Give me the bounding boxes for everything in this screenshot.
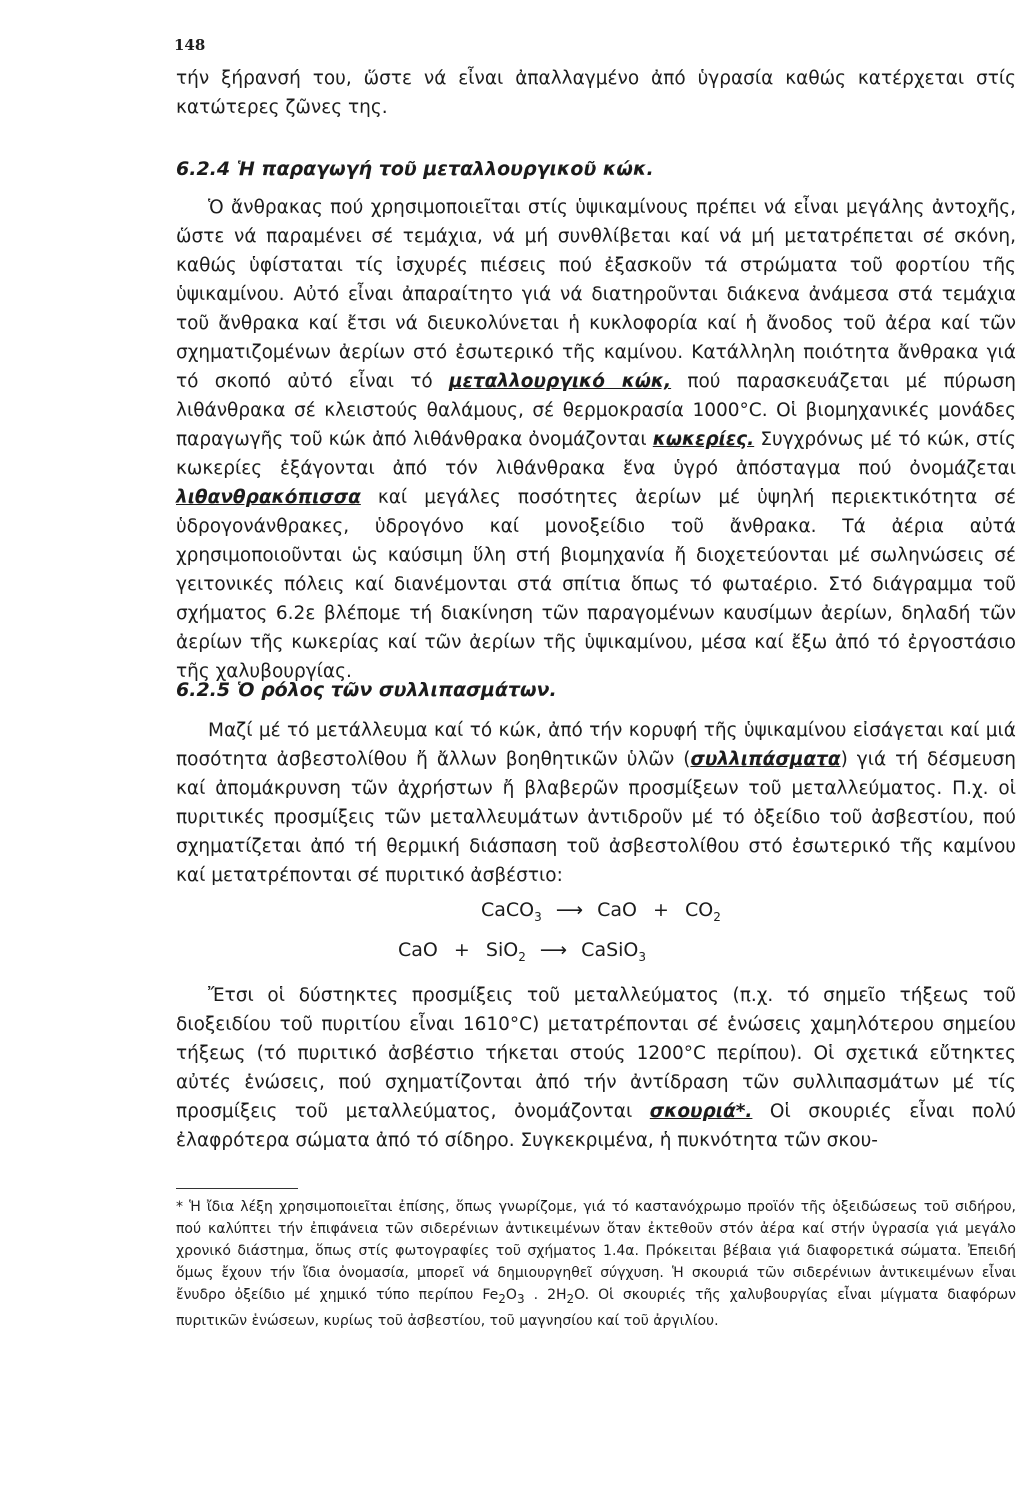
- section-number: 6.2.4: [176, 158, 231, 180]
- reaction-arrow: ⟶: [539, 939, 568, 961]
- section-number: 6.2.5: [176, 679, 231, 701]
- subscript: 3: [638, 949, 647, 964]
- text-run: O. Οἱ σκουριές τῆς χαλυβουργίας εἶναι μίγματα διαφόρων πυριτικῶν ἑνώσεων, κυρίως τοῦ ἀσβεστίου, τοῦ μαγνησίου καί τοῦ ἀργιλίου.: [176, 1287, 1016, 1329]
- text-run: Ἔτσι οἱ δύστηκτες προσμίξεις τοῦ μεταλλεύματος (π.χ. τό σημεῖο τήξεως τοῦ διοξειδίου τοῦ πυριτίου εἶναι 1610°C) μετατρέπονται σέ ἑνώσεις χαμηλότερου σημείου τήξεως (τό πυριτικό ἀσβέστιο τήκεται στούς 1200°C περίπου). Οἱ σχετικά εὔτηκτες αὐτές ἑνώσεις, πού σχηματίζονται ἀπό τήν ἀντίδραση τῶν συλλιπασμάτων μέ τίς προσμίξεις τοῦ μεταλλεύματος, ὀνομάζονται: [176, 985, 1016, 1122]
- paragraph-fluxes: [176, 716, 1016, 890]
- page-number: 148: [174, 36, 206, 54]
- equation-calcination: [481, 899, 721, 924]
- section-title: Ἡ παραγωγή τοῦ μεταλλουργικοῦ κώκ.: [236, 158, 654, 180]
- text-run: Συγχρόνως μέ τό κώκ, στίς κωκερίες ἐξάγονται ἀπό τόν λιθάνθρακα ἕνα ὑγρό ἀπόσταγμα πού ὀνομάζεται: [176, 429, 1016, 479]
- formula: CO: [685, 899, 714, 921]
- formula: SiO: [485, 939, 519, 961]
- section-title: Ὁ ρόλος τῶν συλλιπασμάτων.: [236, 679, 557, 701]
- text-run: πού παρασκευάζεται μέ πύρωση λιθάνθρακα σέ κλειστούς θαλάμους, σέ θερμοκρασία 1000°C. Οἱ βιομηχανικές μονάδες παραγωγῆς τοῦ κώκ ἀπό λιθάνθρακα ὀνομάζονται: [176, 371, 1016, 450]
- term-slag: σκουριά*.: [649, 1101, 753, 1122]
- subscript: 3: [534, 909, 542, 924]
- text-run: . 2H: [524, 1287, 567, 1303]
- reaction-arrow: ⟶: [555, 899, 584, 921]
- text-run: Μαζί μέ τό μετάλλευμα καί τό κώκ, ἀπό τήν κορυφή τῆς ὑψικαμίνου εἰσάγεται καί μιά ποσότητα ἀσβεστολίθου ἤ ἄλλων βοηθητικῶν ὑλῶν (: [176, 720, 1016, 770]
- subscript: 2: [518, 949, 526, 964]
- text-run: Ὁ ἄνθρακας πού χρησιμοποιεῖται στίς ὑψικαμίνους πρέπει νά εἶναι μεγάλης ἀντοχῆς, ὥστε νά παραμένει σέ τεμάχια, νά μή συνθλίβεται καί νά μή μετατρέπεται σέ σκόνη, καθώς ὑφίσταται τίς ἰσχυρές πιέσεις πού ἐξασκοῦν τά στρώματα τοῦ φορτίου τῆς ὑψικαμίνου. Αὐτό εἶναι ἀπαραίτητο γιά νά διατηροῦνται διάκενα ἀνάμεσα στά τεμάχια τοῦ ἄνθρακα καί ἔτσι νά διευκολύνεται ἡ κυκλοφορία καί ἡ ἄνοδος τοῦ ἀέρα καί τῶν σχηματιζομένων ἀερίων στό ἐσωτερικό τῆς καμίνου. Κατάλληλη ποιότητα ἄνθρακα γιά τό σκοπό αὐτό εἶναι τό: [176, 197, 1016, 392]
- formula: CaO: [398, 939, 438, 961]
- paragraph-drying: τήν ξήρανσή του, ὥστε νά εἶναι ἀπαλλαγμένο ἀπό ὑγρασία καθώς κατέρχεται στίς κατώτερες ζῶνες της.: [176, 68, 1016, 118]
- term-metallurgical-coke: μεταλλουργικό κώκ,: [448, 371, 672, 392]
- formula: CaCO: [481, 899, 535, 921]
- subscript: 2: [498, 1291, 506, 1306]
- text-run: Οἱ σκουριές εἶναι πολύ ἐλαφρότερα σώματα ἀπό τό σίδηρο. Συγκεκριμένα, ἡ πυκνότητα τῶν σκου-: [176, 1101, 1017, 1151]
- text-run: καί μεγάλες ποσότητες ἀερίων μέ ὑψηλή περιεκτικότητα σέ ὑδρογονάνθρακες, ὑδρογόνο καί μονοξείδιο τοῦ ἄνθρακα. Τά ἀέρια αὐτά χρησιμοποιοῦνται ὡς καύσιμη ὕλη στή βιομηχανία ἤ διοχετεύονται μέ σωληνώσεις σέ γειτονικές πόλεις καί διανέμονται στά σπίτια ὅπως τό φωταέριο. Στό διάγραμμα τοῦ σχήματος 6.2ε βλέπομε τή διακίνηση τῶν παραγομένων καυσίμων ἀερίων, δηλαδή τῶν ἀερίων τῆς κωκερίας καί τῶν ἀερίων τῆς ὑψικαμίνου, μέσα καί ἔξω ἀπό τό ἐργοστάσιο τῆς χαλυβουργίας.: [176, 487, 1016, 682]
- equation-silicate: [398, 939, 646, 964]
- term-coke-ovens: κωκερίες.: [652, 429, 755, 450]
- text-run: O: [505, 1287, 517, 1303]
- term-coal-tar: λιθανθρακόπισσα: [176, 487, 361, 508]
- footnote-separator: [176, 1188, 298, 1189]
- plus-sign: +: [453, 939, 470, 961]
- subscript: 3: [516, 1291, 525, 1306]
- subscript: 2: [713, 909, 721, 924]
- paragraph-coke: [176, 193, 1016, 686]
- section-heading-6-2-4: [176, 158, 654, 180]
- section-heading-6-2-5: [176, 679, 557, 701]
- formula: CaO: [597, 899, 637, 921]
- paragraph-slag: [176, 981, 1016, 1155]
- footnote: [176, 1196, 1016, 1332]
- text-run: ) γιά τή δέσμευση καί ἀπομάκρυνση τῶν ἀχρήστων ἤ βλαβερῶν προσμίξεων τοῦ μεταλλεύματος. Π.χ. οἱ πυριτικές προσμίξεις τῶν μεταλλευμάτων ἀντιδροῦν μέ τό ὀξείδιο τοῦ ἀσβεστίου, πού σχηματίζεται ἀπό τή θερμική διάσπαση τοῦ ἀσβεστολίθου στό ἐσωτερικό τῆς καμίνου καί μετατρέπονται σέ πυριτικό ἀσβέστιο:: [176, 749, 1016, 886]
- formula: CaSiO: [581, 939, 639, 961]
- subscript: 2: [566, 1291, 575, 1306]
- plus-sign: +: [653, 899, 669, 921]
- text-run: * Ἡ ἴδια λέξη χρησιμοποιεῖται ἐπίσης, ὅπως γνωρίζομε, γιά τό καστανόχρωμο προϊόν τῆς ὀξειδώσεως τοῦ σιδήρου, πού καλύπτει τήν ἐπιφάνεια τῶν σιδερένιων ἀντικειμένων ὅταν ἐκτεθοῦν στόν ἀέρα καί στήν ὑγρασία γιά μεγάλο χρονικό διάστημα, ὅπως στίς φωτογραφίες τοῦ σχήματος 1.4α. Πρόκειται βέβαια γιά διαφορετικά σώματα. Ἐπειδή ὅμως ἔχουν τήν ἴδια ὀνομασία, μπορεῖ νά δημιουργηθεῖ σύγχυση. Ἡ σκουριά τῶν σιδερένιων ἀντικειμένων εἶναι ἔνυδρο ὀξείδιο μέ χημικό τύπο περίπου Fe: [176, 1199, 1016, 1303]
- term-fluxes: συλλιπάσματα: [690, 749, 841, 770]
